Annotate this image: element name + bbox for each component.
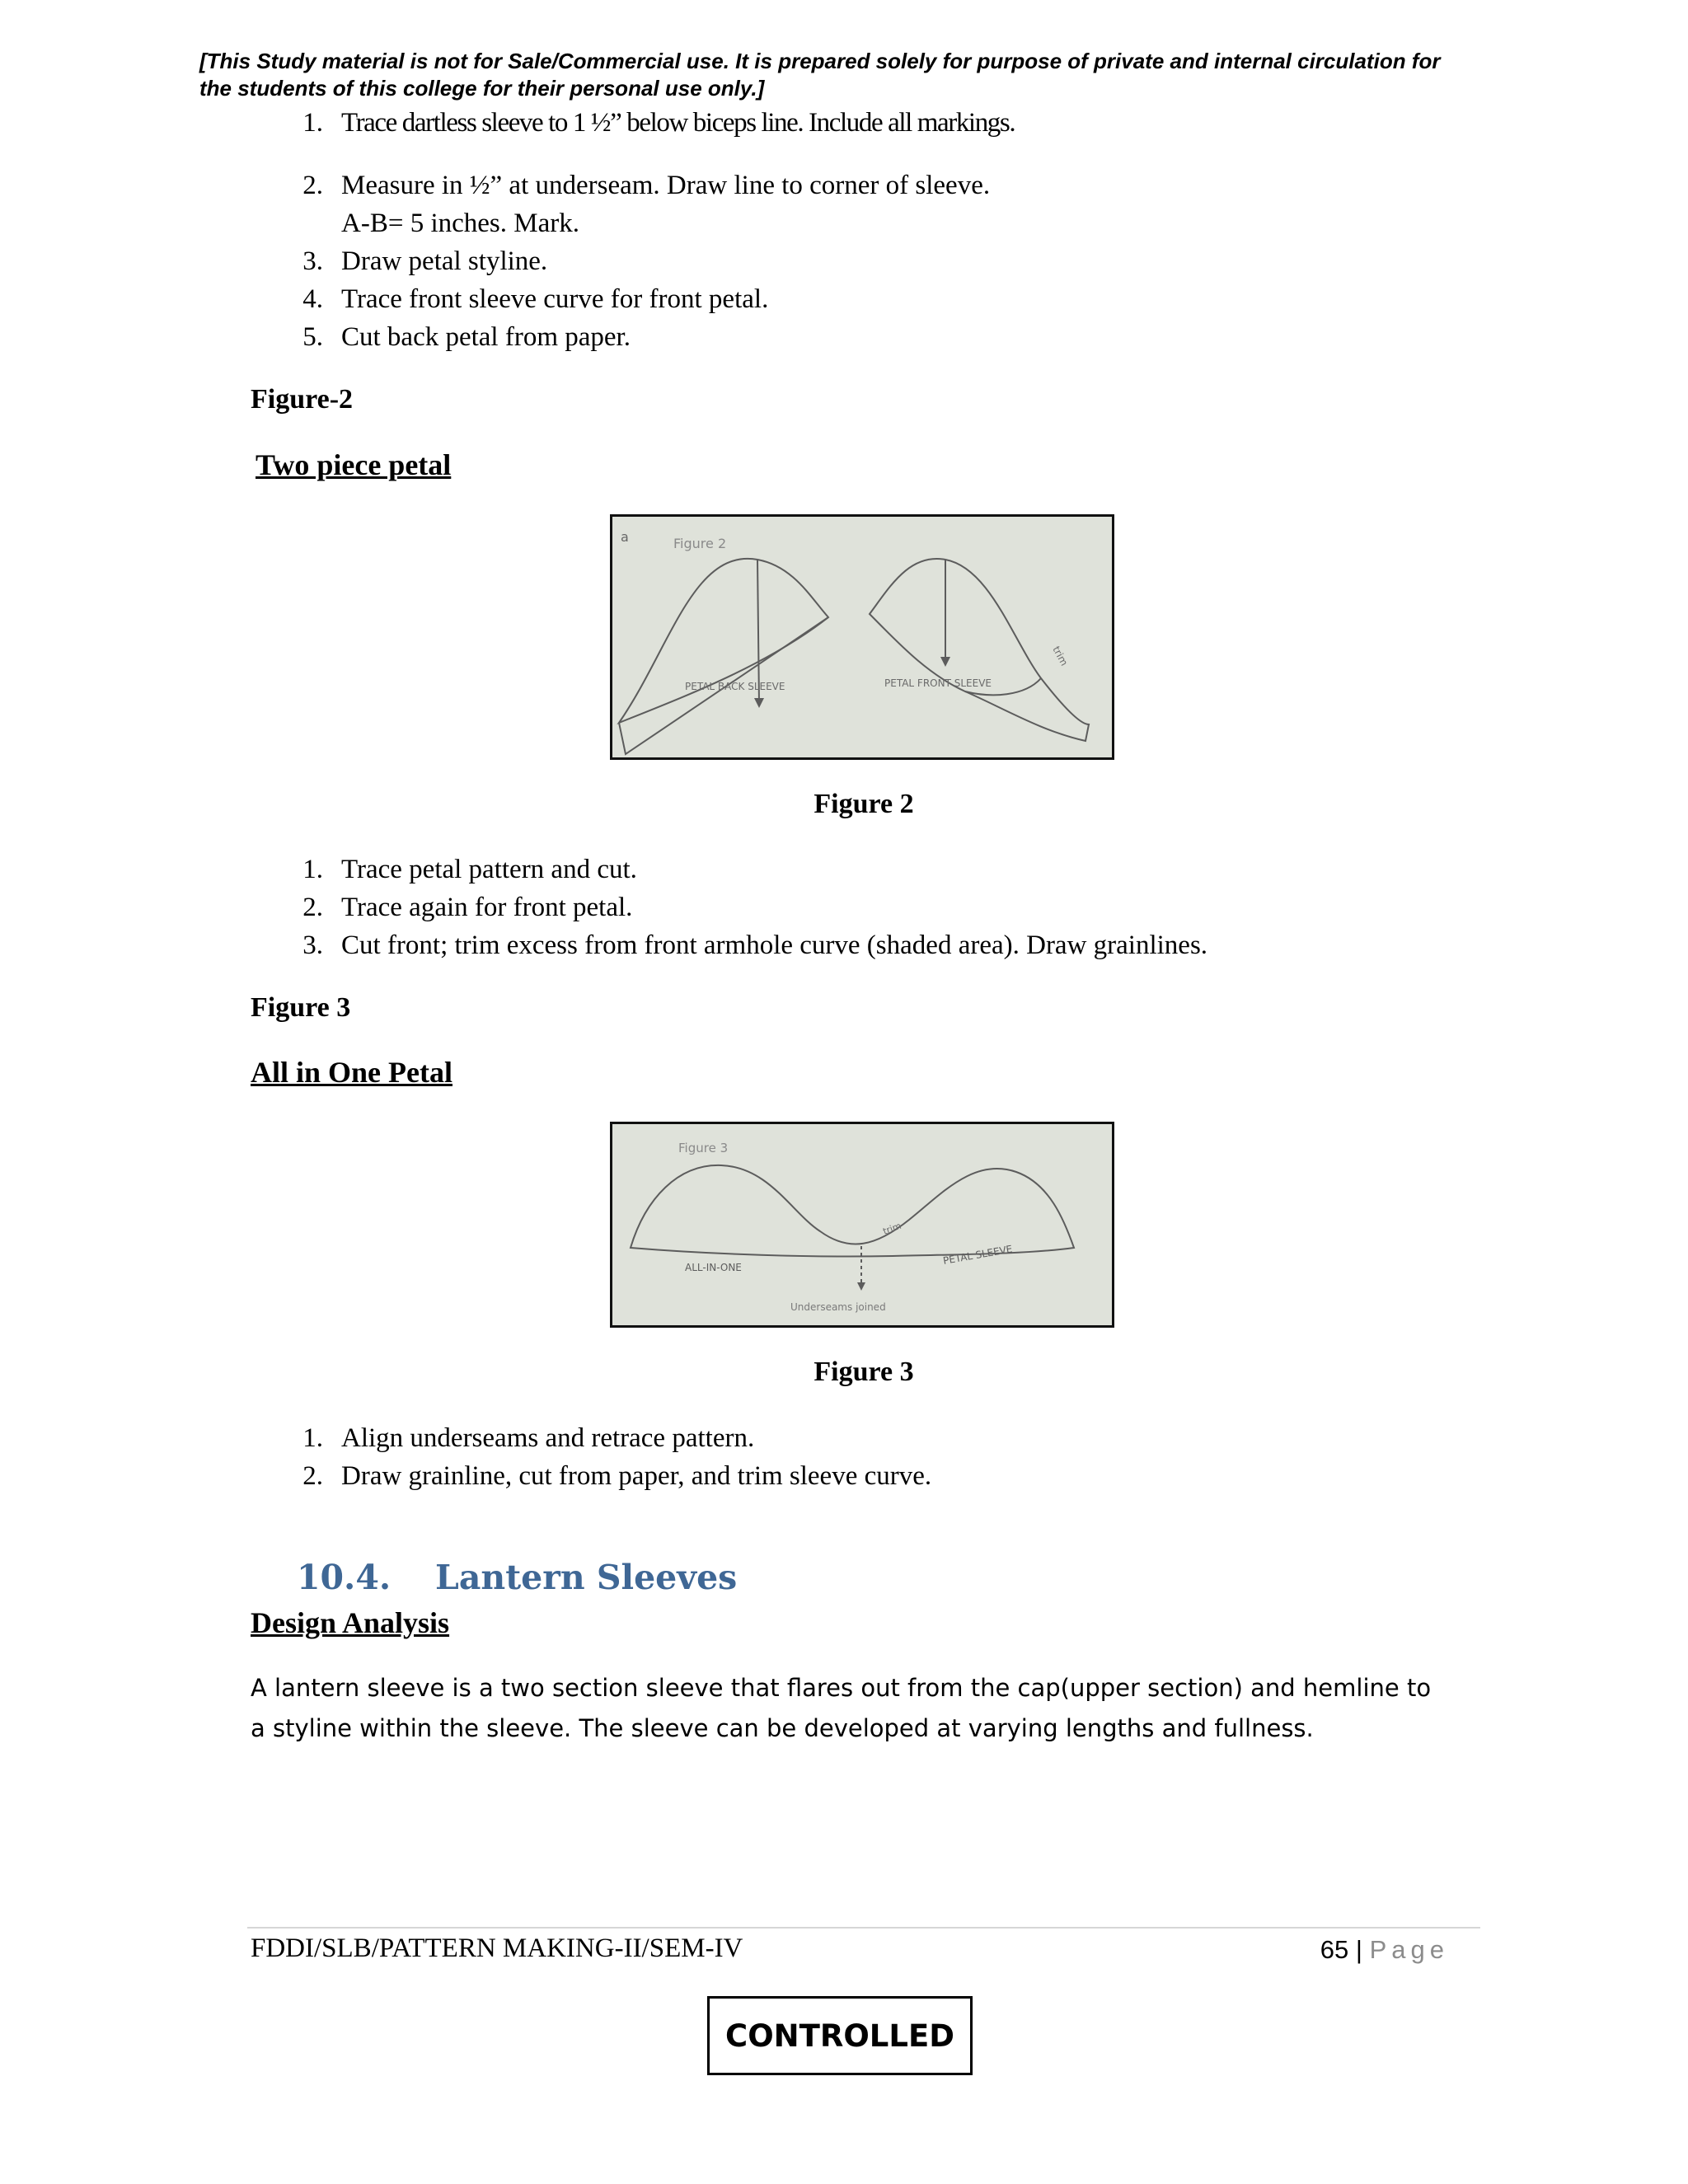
figure-3-label: Figure 3 — [251, 992, 351, 1023]
footer-document-code: FDDI/SLB/PATTERN MAKING-II/SEM-IV — [251, 1933, 743, 1963]
all-in-one-label: ALL-IN-ONE — [685, 1262, 742, 1273]
petal-front-outline — [870, 559, 1041, 695]
list-number: 2. — [302, 893, 323, 922]
petal-back-label: PETAL BACK SLEEVE — [685, 681, 785, 692]
section-title: Lantern Sleeves — [435, 1558, 738, 1597]
section-number: 10.4. — [297, 1558, 392, 1597]
figure-2-corner-text: a — [621, 529, 629, 545]
trim-label: trim — [881, 1220, 903, 1237]
figure-2-image-title: Figure 2 — [673, 536, 727, 551]
list-text: Trace dartless sleeve to 1 ½” below biceps line. Include all markings. — [341, 108, 1015, 138]
page-number: 65 — [1320, 1935, 1349, 1964]
list-number: 3. — [302, 246, 323, 276]
grainline-arrow-icon — [940, 657, 950, 667]
list-text: Measure in ½” at underseam. Draw line to corner of sleeve. — [341, 171, 991, 200]
list-text: Cut back petal from paper. — [341, 322, 631, 352]
figure-3-image-title: Figure 3 — [678, 1141, 729, 1155]
section-paragraph: A lantern sleeve is a two section sleeve that flares out from the cap(upper section) and hemline to a styline within the sleeve. The sleeve can be developed at varying lengths and fullness. — [251, 1674, 1432, 1742]
list-number: 5. — [302, 322, 323, 352]
disclaimer-text: [This Study material is not for Sale/Commercial use. It is prepared solely for purpose of private and internal circulation for the students of this college for their personal use only.] — [199, 49, 1441, 101]
list-text: Trace petal pattern and cut. — [341, 855, 637, 884]
list-text: Trace front sleeve curve for front petal. — [341, 284, 769, 314]
figure-2-label: Figure-2 — [251, 384, 354, 415]
list-number: 1. — [302, 1423, 323, 1453]
list-text: Align underseams and retrace pattern. — [341, 1423, 755, 1453]
figure-2-caption: Figure 2 — [814, 789, 914, 819]
grainline-arrow-icon — [754, 698, 764, 708]
controlled-stamp: CONTROLLED — [707, 1996, 973, 2075]
petal-front-label: PETAL FRONT SLEEVE — [884, 677, 992, 689]
figure-3-caption: Figure 3 — [814, 1357, 914, 1387]
figure-2-image — [610, 514, 1114, 760]
design-analysis-heading: Design Analysis — [251, 1606, 450, 1639]
list-number: 2. — [302, 1461, 323, 1491]
grainline-arrow-icon — [857, 1282, 865, 1291]
list-number: 1. — [302, 855, 323, 884]
footer-page-info — [1320, 1935, 1449, 1965]
trim-label: trim — [1050, 644, 1071, 668]
all-in-one-petal-heading: All in One Petal — [251, 1056, 452, 1089]
list-number: 4. — [302, 284, 323, 314]
two-piece-petal-heading: Two piece petal — [256, 448, 452, 481]
footer-divider — [247, 1927, 1480, 1929]
petal-sleeve-label: PETAL SLEEVE — [942, 1243, 1014, 1267]
all-in-one-outline — [631, 1165, 1074, 1257]
list-text: Cut front; trim excess from front armhole curve (shaded area). Draw grainlines. — [341, 930, 1208, 960]
list-text: Trace again for front petal. — [341, 893, 633, 922]
page-separator: | — [1355, 1935, 1362, 1964]
list-continuation: A-B= 5 inches. Mark. — [341, 209, 579, 238]
list-number: 2. — [302, 171, 323, 200]
petal-back-outline — [619, 559, 828, 723]
figure-3-image — [610, 1122, 1114, 1328]
list-text: Draw petal styline. — [341, 246, 548, 276]
list-number: 1. — [302, 108, 323, 138]
list-number: 3. — [302, 930, 323, 960]
page-word: Page — [1369, 1935, 1449, 1964]
list-text: Draw grainline, cut from paper, and trim sleeve curve. — [341, 1461, 932, 1491]
underseams-joined-label: Underseams joined — [790, 1301, 886, 1313]
